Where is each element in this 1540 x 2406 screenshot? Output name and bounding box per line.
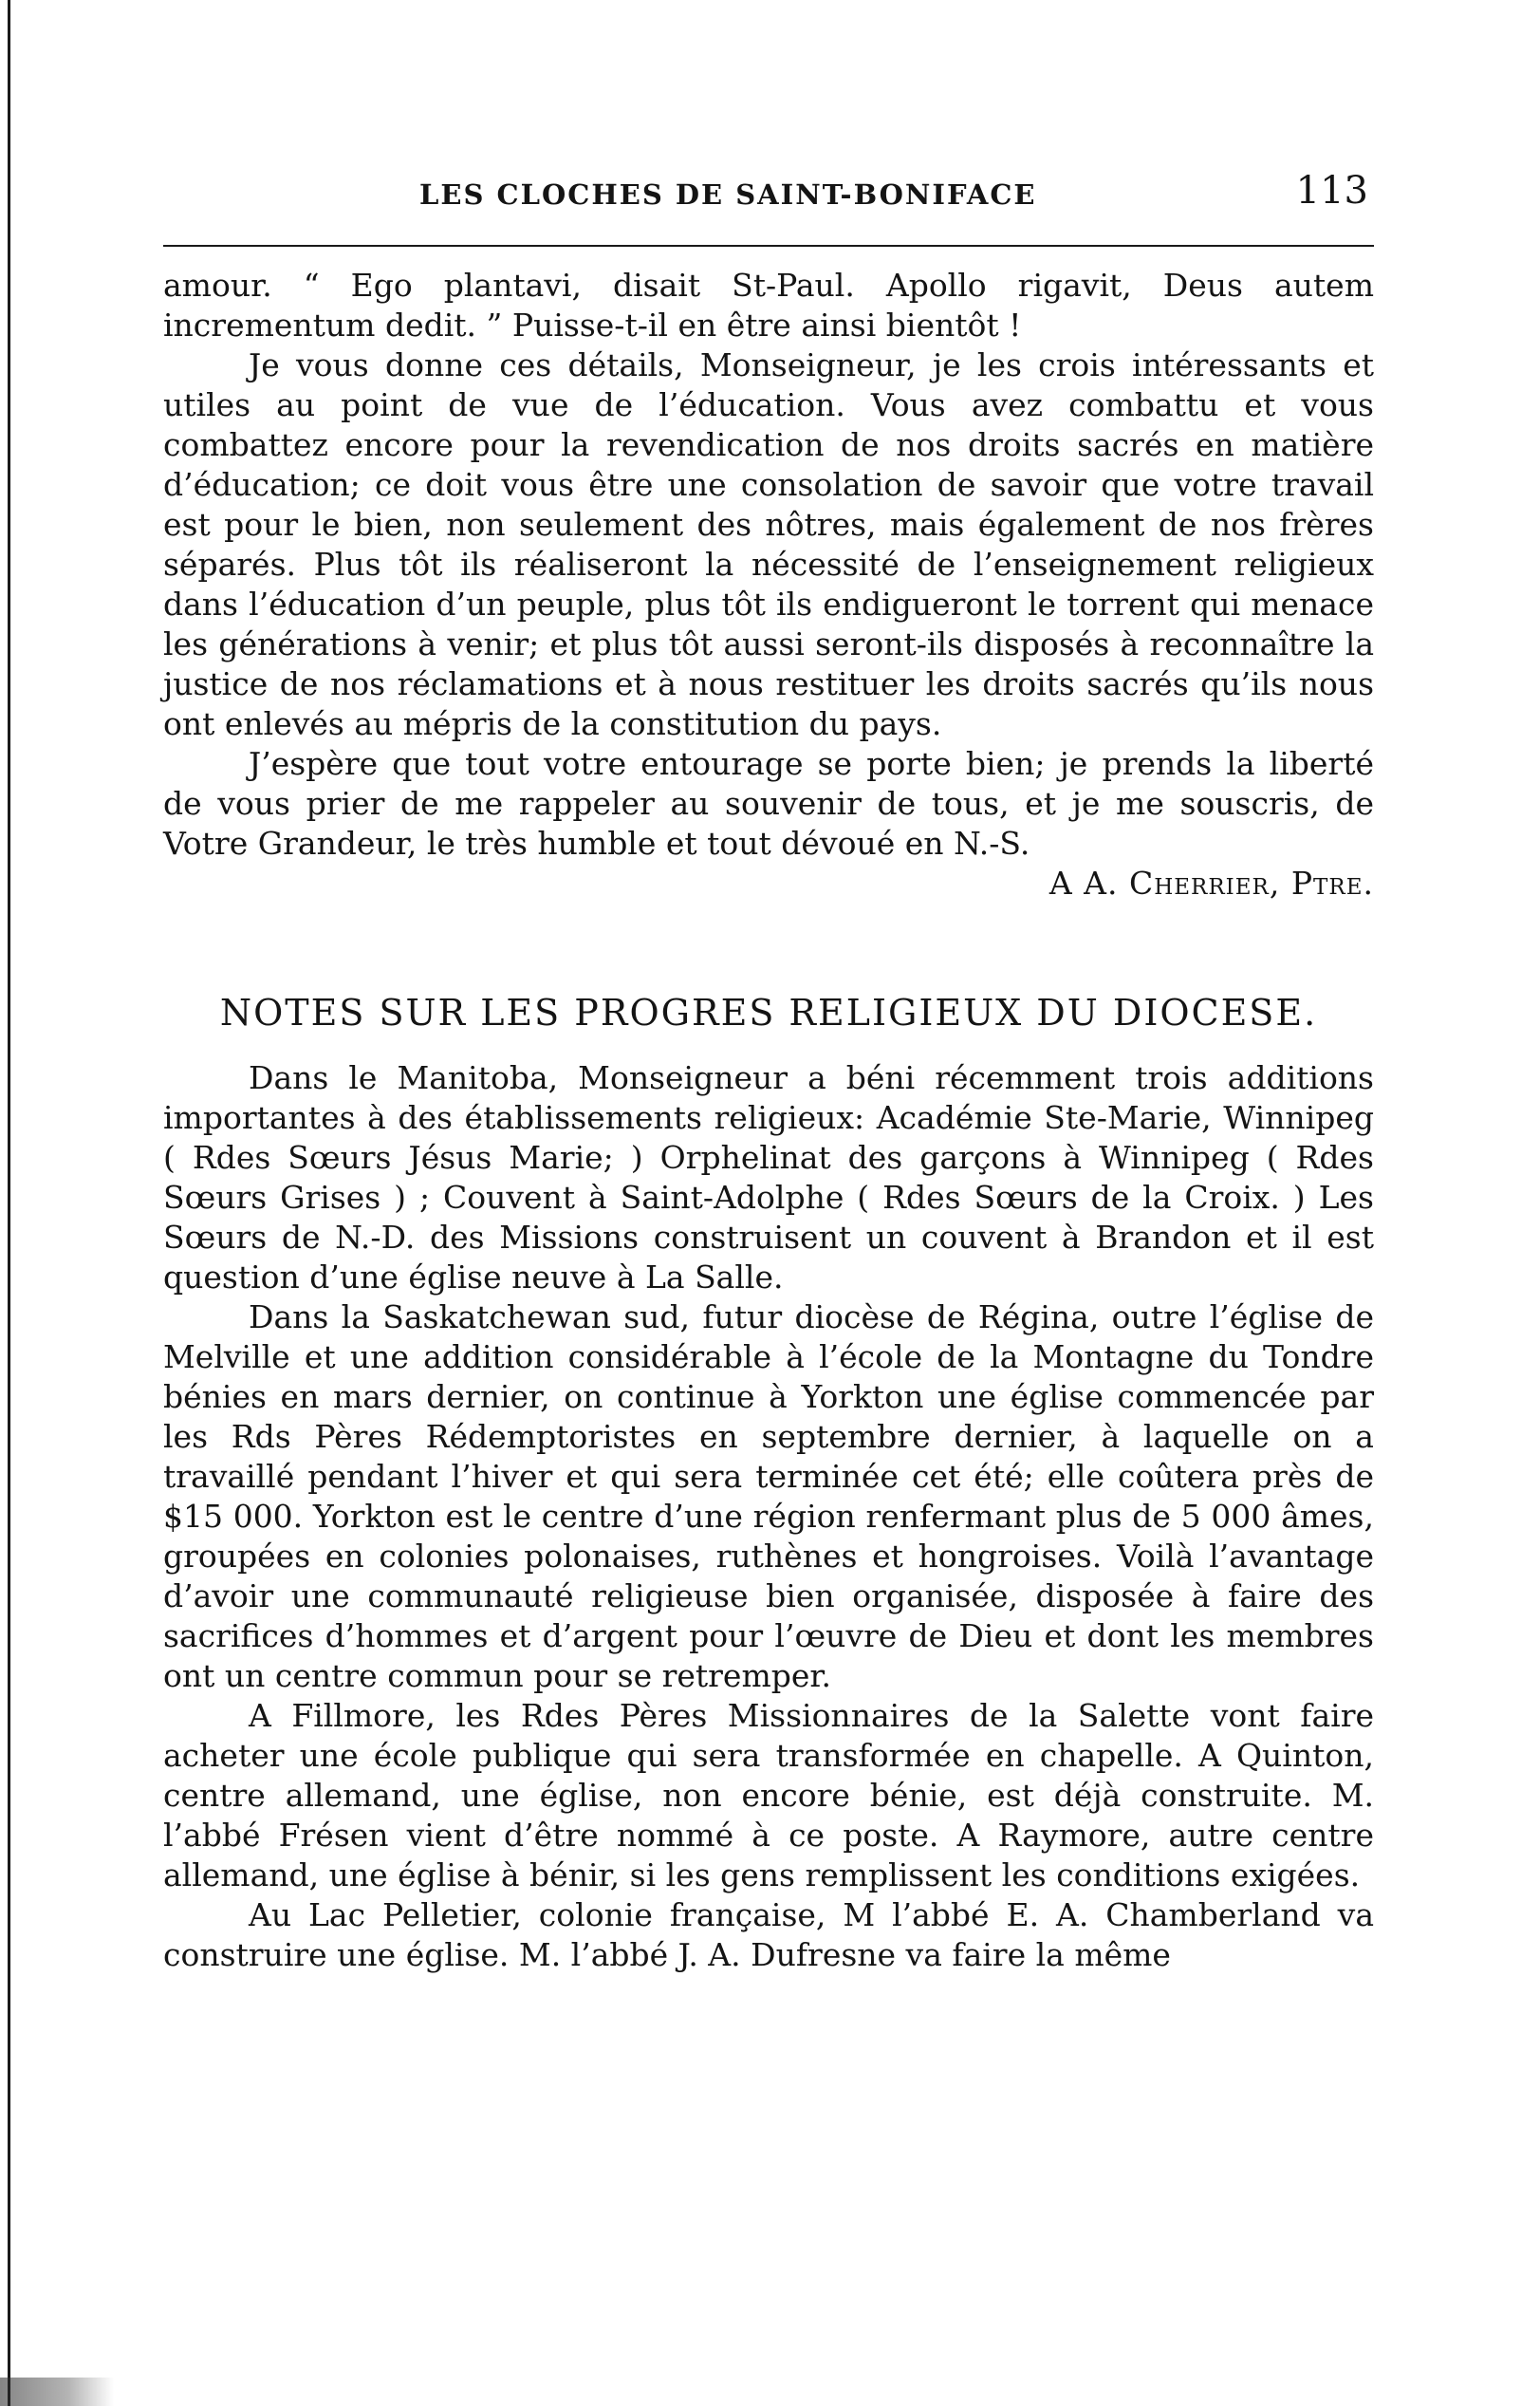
letter-paragraph-2: Je vous donne ces détails, Monseigneur, je les crois intéressants et utiles au point de vue de l’éducation. Vous avez combattu et vous combattez encore pour la revendication de nos droits sacrés en matière d’éducation; ce doit vous être une consolation de savoir que votre travail est pour le bien, non seulement des nôtres, mais également de nos frères séparés. Plus tôt ils réaliseront la nécessité de l’enseignement religieux dans l’éducation d’un peuple, plus tôt ils endigueront le torrent qui menace les générations à venir; et plus tôt aussi seront-ils disposés à reconnaître la justice de nos réclamations et à nous restituer les droits sacrés qu’ils nous ont enlevés au mépris de la constitution du pays. <box>163 346 1374 742</box>
letter-conclusion <box>163 266 1374 904</box>
section-title: NOTES SUR LES PROGRES RELIGIEUX DU DIOCESE. <box>219 992 1318 1034</box>
letter-paragraph-1: amour. “ Ego plantavi, disait St-Paul. Apollo rigavit, Deus autem incrementum dedit. ” Puisse-t-il en être ainsi bientôt ! <box>163 267 1374 344</box>
header-rule <box>163 245 1374 247</box>
letter-paragraph-3: J’espère que tout votre entourage se porte bien; je prends la liberté de vous prier de me rappeler au souvenir de tous, et je me souscris, de Votre Grandeur, le très humble et tout dévoué en N.-S. <box>163 745 1374 862</box>
notes-paragraph-fillmore: A Fillmore, les Rdes Pères Missionnaires de la Salette vont faire acheter une école publique qui sera transformée en chapelle. A Quinton, centre allemand, une église, non encore bénie, est déjà construite. M. l’abbé Frésen vient d’être nommé à ce poste. A Raymore, autre centre allemand, une église à bénir, si les gens remplissent les conditions exigées. <box>163 1697 1374 1893</box>
running-title: LES CLOCHES DE SAINT-BONIFACE <box>419 178 1037 211</box>
page-number: 113 <box>1295 169 1368 213</box>
notes-body <box>163 1058 1374 1975</box>
notes-paragraph-lac-pelletier: Au Lac Pelletier, colonie française, M l’abbé E. A. Chamberland va construire une église. M. l’abbé J. A. Dufresne va faire la même <box>163 1896 1374 1973</box>
scan-corner-shadow <box>0 2378 114 2406</box>
notes-paragraph-manitoba: Dans le Manitoba, Monseigneur a béni récemment trois additions importantes à des établissements religieux: Académie Ste-Marie, Winnipeg ( Rdes Sœurs Jésus Marie; ) Orphelinat des garçons à Winnipeg ( Rdes Sœurs Grises ) ; Couvent à Saint-Adolphe ( Rdes Sœurs de la Croix. ) Les Sœurs de N.-D. des Missions construisent un couvent à Brandon et il est question d’une église neuve à La Salle. <box>163 1059 1374 1296</box>
scan-page-edge <box>8 0 10 2406</box>
notes-paragraph-saskatchewan: Dans la Saskatchewan sud, futur diocèse de Régina, outre l’église de Melville et une addition considérable à l’école de la Montagne du Tondre bénies en mars dernier, on continue à Yorkton une église commencée par les Rds Pères Rédemptoristes en septembre dernier, à laquelle on a travaillé pendant l’hiver et qui sera terminée cet été; elle coûtera près de $15 000. Yorkton est le centre d’une région renfermant plus de 5 000 âmes, groupées en colonies polonaises, ruthènes et hongroises. Voilà l’avantage d’avoir une communauté religieuse bien organisée, disposée à faire des sacrifices d’hommes et d’argent pour l’œuvre de Dieu et dont les membres ont un centre commun pour se retremper. <box>163 1298 1374 1694</box>
signature: A A. Cherrier, Ptre. <box>1048 865 1374 902</box>
signature-line <box>163 864 1374 904</box>
page-header <box>163 169 1374 216</box>
